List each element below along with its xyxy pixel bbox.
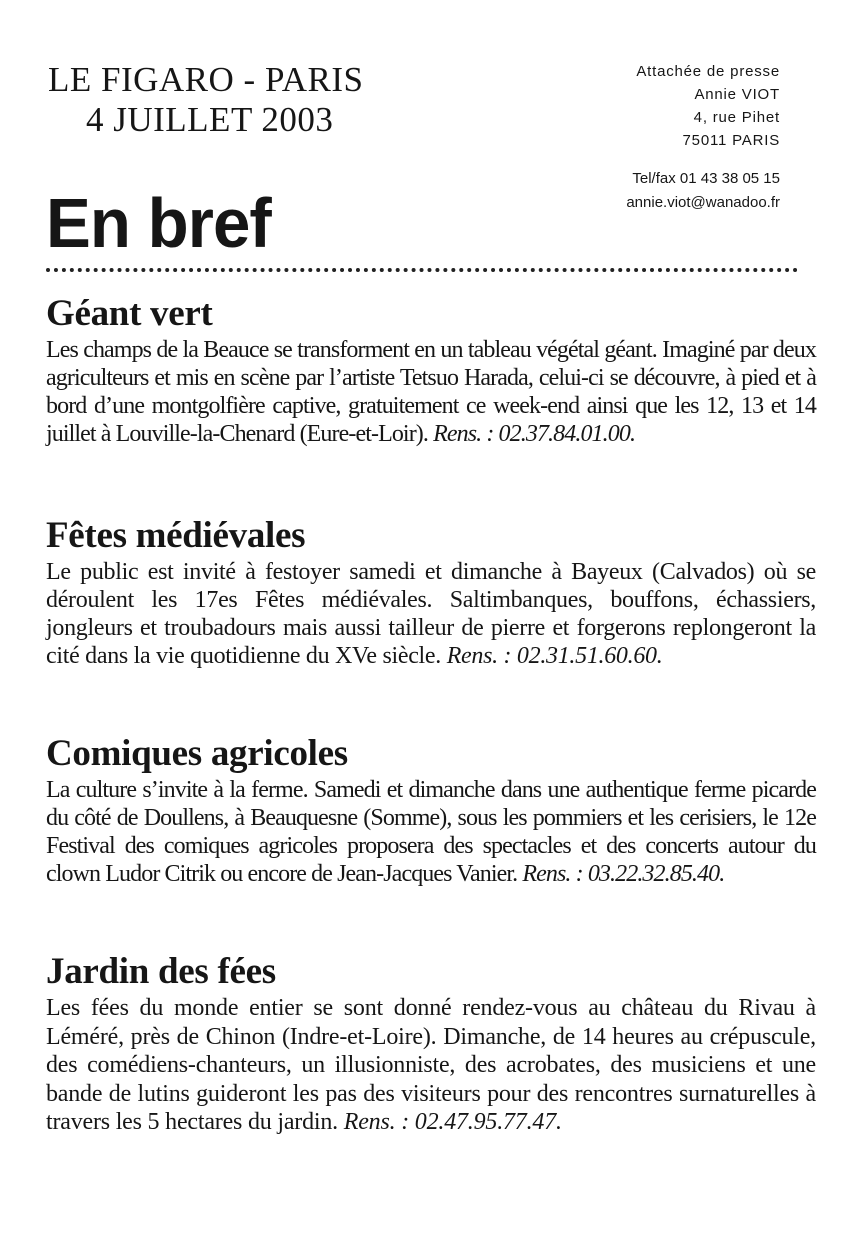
press-city: 75011 PARIS — [682, 132, 780, 149]
press-role: Attachée de presse — [636, 63, 780, 80]
article-text: Les fées du monde entier se sont donné rendez-vous au château du Rivau à Léméré, près de Chinon (Indre-et-Loire). Dimanche, de 14 heures au crépuscule, des comédiens-chanteurs, un illusionniste, des acrobates, des musiciens et une bande de lutins guideront les pas des visiteurs pour des rencontres surnaturelles à travers les 5 hectares du jardin. — [46, 995, 816, 1135]
article-body — [46, 336, 816, 448]
publication-date: 4 JUILLET 2003 — [86, 100, 334, 139]
article-fetes-medievales — [46, 514, 826, 670]
press-email: annie.viot@wanadoo.fr — [626, 194, 780, 211]
article-text: La culture s’invite à la ferme. Samedi et dimanche dans une authentique ferme picarde du côté de Doullens, à Beauquesne (Somme), sous les pommiers et les cerisiers, le 12e Festival des comiques agricoles proposera des spectacles et des concerts autour du clown Ludor Citrik ou encore de Jean-Jacques Vanier. — [46, 777, 816, 887]
article-title: Jardin des fées — [46, 951, 276, 992]
article-rens: Rens. : 03.22.32.85.40. — [522, 861, 725, 887]
article-rens: Rens. : 02.37.84.01.00. — [433, 421, 636, 447]
article-jardin-des-fees — [46, 950, 826, 1137]
article-rens: Rens. : 02.47.95.77.47. — [343, 1109, 562, 1135]
article-title: Fêtes médiévales — [46, 515, 306, 556]
contact-details — [580, 167, 780, 215]
article-comiques-agricoles — [46, 732, 826, 888]
dotted-divider — [46, 268, 798, 272]
article-rens: Rens. : 02.31.51.60.60. — [446, 643, 663, 669]
press-street: 4, rue Pihet — [693, 109, 780, 126]
press-contact-block — [580, 60, 780, 152]
article-geant-vert — [46, 292, 826, 448]
article-text: Le public est invité à festoyer samedi et dimanche à Bayeux (Calvados) où se déroulent les 17es Fêtes médiévales. Saltimbanques, bouffons, échassiers, jongleurs et troubadours mais aussi tailleur de pierre et forgerons replongeront la cité dans la vie quotidienne du XVe siècle. — [46, 559, 816, 669]
press-name: Annie VIOT — [694, 86, 780, 103]
rubric-title: En bref — [46, 184, 271, 262]
press-phone: Tel/fax 01 43 38 05 15 — [632, 170, 780, 187]
publication-header — [48, 60, 408, 140]
article-text: Les champs de la Beauce se transforment en un tableau végétal géant. Imaginé par deux agriculteurs et mis en scène par l’artiste Tetsuo Harada, celui-ci se découvre, à pied et à bord d’une montgolfière captive, gratuitement ce week-end ainsi que les 12, 13 et 14 juillet à Louville-la-Chenard (Eure-et-Loir). — [46, 337, 816, 447]
article-title: Comiques agricoles — [46, 733, 348, 774]
article-body — [46, 994, 816, 1137]
publication-name: LE FIGARO - PARIS — [48, 60, 364, 99]
article-body — [46, 558, 816, 670]
article-body — [46, 776, 816, 888]
article-title: Géant vert — [46, 293, 213, 334]
